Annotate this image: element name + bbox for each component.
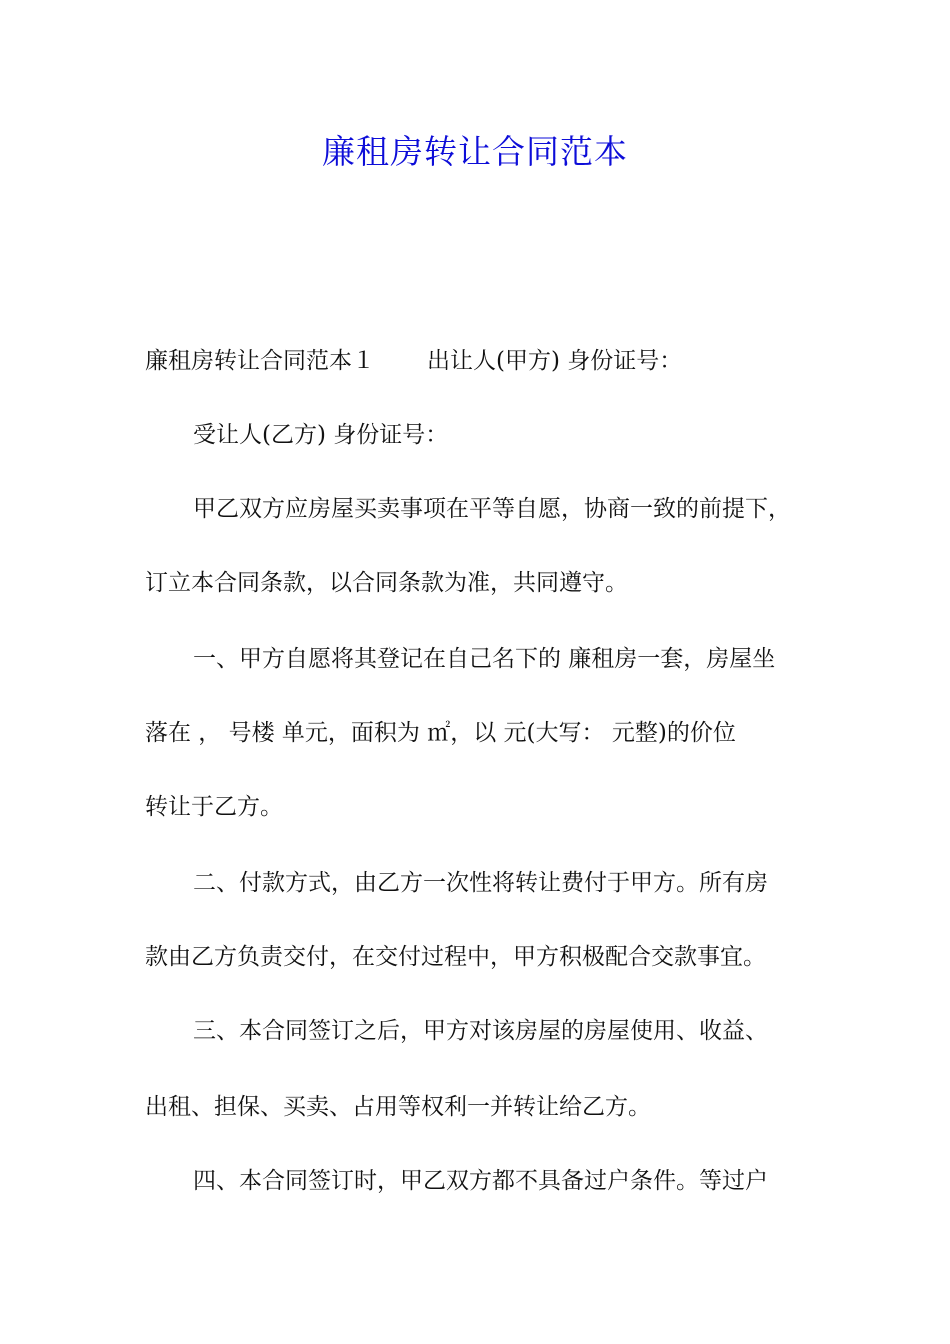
party-a-line: 出让人(甲方) 身份证号： (427, 348, 683, 374)
document-title: 廉租房转让合同范本 (322, 132, 628, 171)
paragraph-line-8: 二、付款方式，由乙方一次性将转让费付于甲方。所有房 (193, 870, 768, 896)
section-heading: 廉租房转让合同范本１ (145, 348, 375, 374)
paragraph-line-5: 一、甲方自愿将其登记在自己名下的 廉租房一套，房屋坐 (193, 646, 776, 672)
paragraph-line-3: 甲乙双方应房屋买卖事项在平等自愿，协商一致的前提下， (193, 496, 791, 522)
paragraph-line-12: 四、本合同签订时，甲乙双方都不具备过户条件。等过户 (193, 1168, 768, 1194)
paragraph-line-11: 出租、担保、买卖、占用等权利一并转让给乙方。 (145, 1094, 651, 1120)
paragraph-line-4: 订立本合同条款，以合同条款为准，共同遵守。 (145, 570, 628, 596)
paragraph-line-1 (145, 346, 682, 376)
paragraph-line-9: 款由乙方负责交付，在交付过程中，甲方积极配合交款事宜。 (145, 944, 766, 970)
paragraph-line-2: 受让人(乙方) 身份证号： (193, 422, 449, 448)
paragraph-line-10: 三、本合同签订之后，甲方对该房屋的房屋使用、收益、 (193, 1018, 768, 1044)
paragraph-line-7: 转让于乙方。 (145, 794, 283, 820)
paragraph-line-6: 落在 ， 号楼 单元，面积为 ㎡，以 元(大写： 元整)的价位 (145, 720, 736, 746)
